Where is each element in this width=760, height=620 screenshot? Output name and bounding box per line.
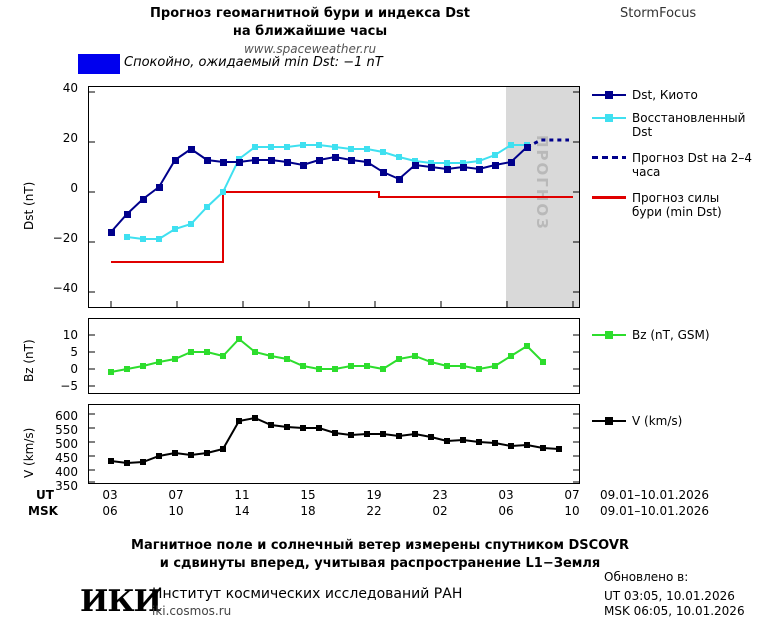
status-text: Спокойно, ожидаемый min Dst: −1 nT [124,55,383,70]
dst-forecast-key-icon [592,151,626,165]
site-url: www.spaceweather.ru [243,42,377,56]
ut-tick-4: 19 [366,488,382,502]
v-legend [592,414,757,437]
dst-ytick-minus20: −20 [52,231,78,245]
dst-ytick-minus40: −40 [52,281,78,295]
ut-tick-2: 11 [234,488,250,502]
bz-ytick-minus5: −5 [60,379,78,393]
v-ytick-450: 450 [55,451,78,465]
iki-logo: ИКИ [80,584,161,619]
ut-tick-3: 15 [300,488,316,502]
ut-date-range: 09.01–10.01.2026 [600,488,710,502]
msk-tick-5: 02 [432,504,448,518]
dst-plot-area [88,86,580,308]
v-y-axis-label: V (km/s) [22,427,36,478]
page-title-line2: на ближайшие часы [232,24,388,39]
updated-msk: MSK 06:05, 10.01.2026 [604,604,745,618]
bz-plot-area [88,318,580,394]
bz-ytick-10: 10 [62,328,78,342]
dst-ytick-20: 20 [62,131,78,145]
footer-note-line2: и сдвинуты вперед, учитывая распространение L1−Земля [159,556,601,571]
legend-label-dst-restored: Восстановленный Dst [632,111,746,139]
ut-tick-6: 03 [498,488,514,502]
bz-y-axis-label: Bz (nT) [22,339,36,382]
status-color-swatch [78,54,120,74]
ut-tick-5: 23 [432,488,448,502]
brand-label: StormFocus [620,6,697,21]
bz-key-icon [592,328,626,342]
v-key-icon [592,414,626,428]
x-axis-block [0,488,760,528]
forecast-band-label: ПРОГНОЗ [533,135,551,231]
msk-tick-2: 14 [234,504,250,518]
dst-series-svg [89,87,579,307]
dst-observed-key-icon [592,88,626,102]
bz-series-svg [89,319,579,393]
storm-strength-key-icon [592,191,626,205]
legend-label-dst-observed: Dst, Киото [632,88,698,102]
legend-item-bz [592,328,757,342]
msk-tick-4: 22 [366,504,382,518]
v-plot-area [88,404,580,484]
ut-tick-0: 03 [102,488,118,502]
dst-legend [592,88,757,228]
v-series-svg [89,405,579,483]
ut-tick-1: 07 [168,488,184,502]
legend-item-storm-strength [592,191,757,219]
bz-legend [592,328,757,351]
bz-ytick-0: 0 [70,362,78,376]
dst-y-axis-label: Dst (nT) [22,181,36,230]
legend-item-dst-forecast [592,151,757,179]
msk-tick-6: 06 [498,504,514,518]
x-axis-ut-label: UT [36,488,54,502]
dst-ytick-0: 0 [70,181,78,195]
page-title-line1: Прогноз геомагнитной бури и индекса Dst [150,6,470,21]
updated-title: Обновлено в: [604,570,689,584]
msk-tick-7: 10 [564,504,580,518]
legend-item-dst-restored [592,111,757,139]
footer-note-line1: Магнитное поле и солнечный ветер измерены спутником DSCOVR [131,538,629,553]
institute-name: Институт космических исследований РАН [152,586,463,602]
legend-item-v [592,414,757,428]
bz-ytick-5: 5 [70,345,78,359]
msk-tick-0: 06 [102,504,118,518]
v-ytick-550: 550 [55,423,78,437]
msk-tick-3: 18 [300,504,316,518]
dst-restored-key-icon [592,111,626,125]
ut-tick-7: 07 [564,488,580,502]
legend-label-v: V (km/s) [632,414,683,428]
legend-item-dst-observed [592,88,757,102]
updated-ut: UT 03:05, 10.01.2026 [604,589,735,603]
v-ytick-500: 500 [55,437,78,451]
v-ytick-350: 350 [55,479,78,493]
institute-url: iki.cosmos.ru [152,604,232,618]
x-axis-msk-label: MSK [28,504,58,518]
v-ytick-400: 400 [55,465,78,479]
legend-label-storm-strength: Прогноз силы бури (min Dst) [632,191,722,219]
dst-ytick-40: 40 [62,81,78,95]
legend-label-dst-forecast: Прогноз Dst на 2–4 часа [632,151,752,179]
msk-tick-1: 10 [168,504,184,518]
msk-date-range: 09.01–10.01.2026 [600,504,710,518]
legend-label-bz: Bz (nT, GSM) [632,328,710,342]
v-ytick-600: 600 [55,409,78,423]
